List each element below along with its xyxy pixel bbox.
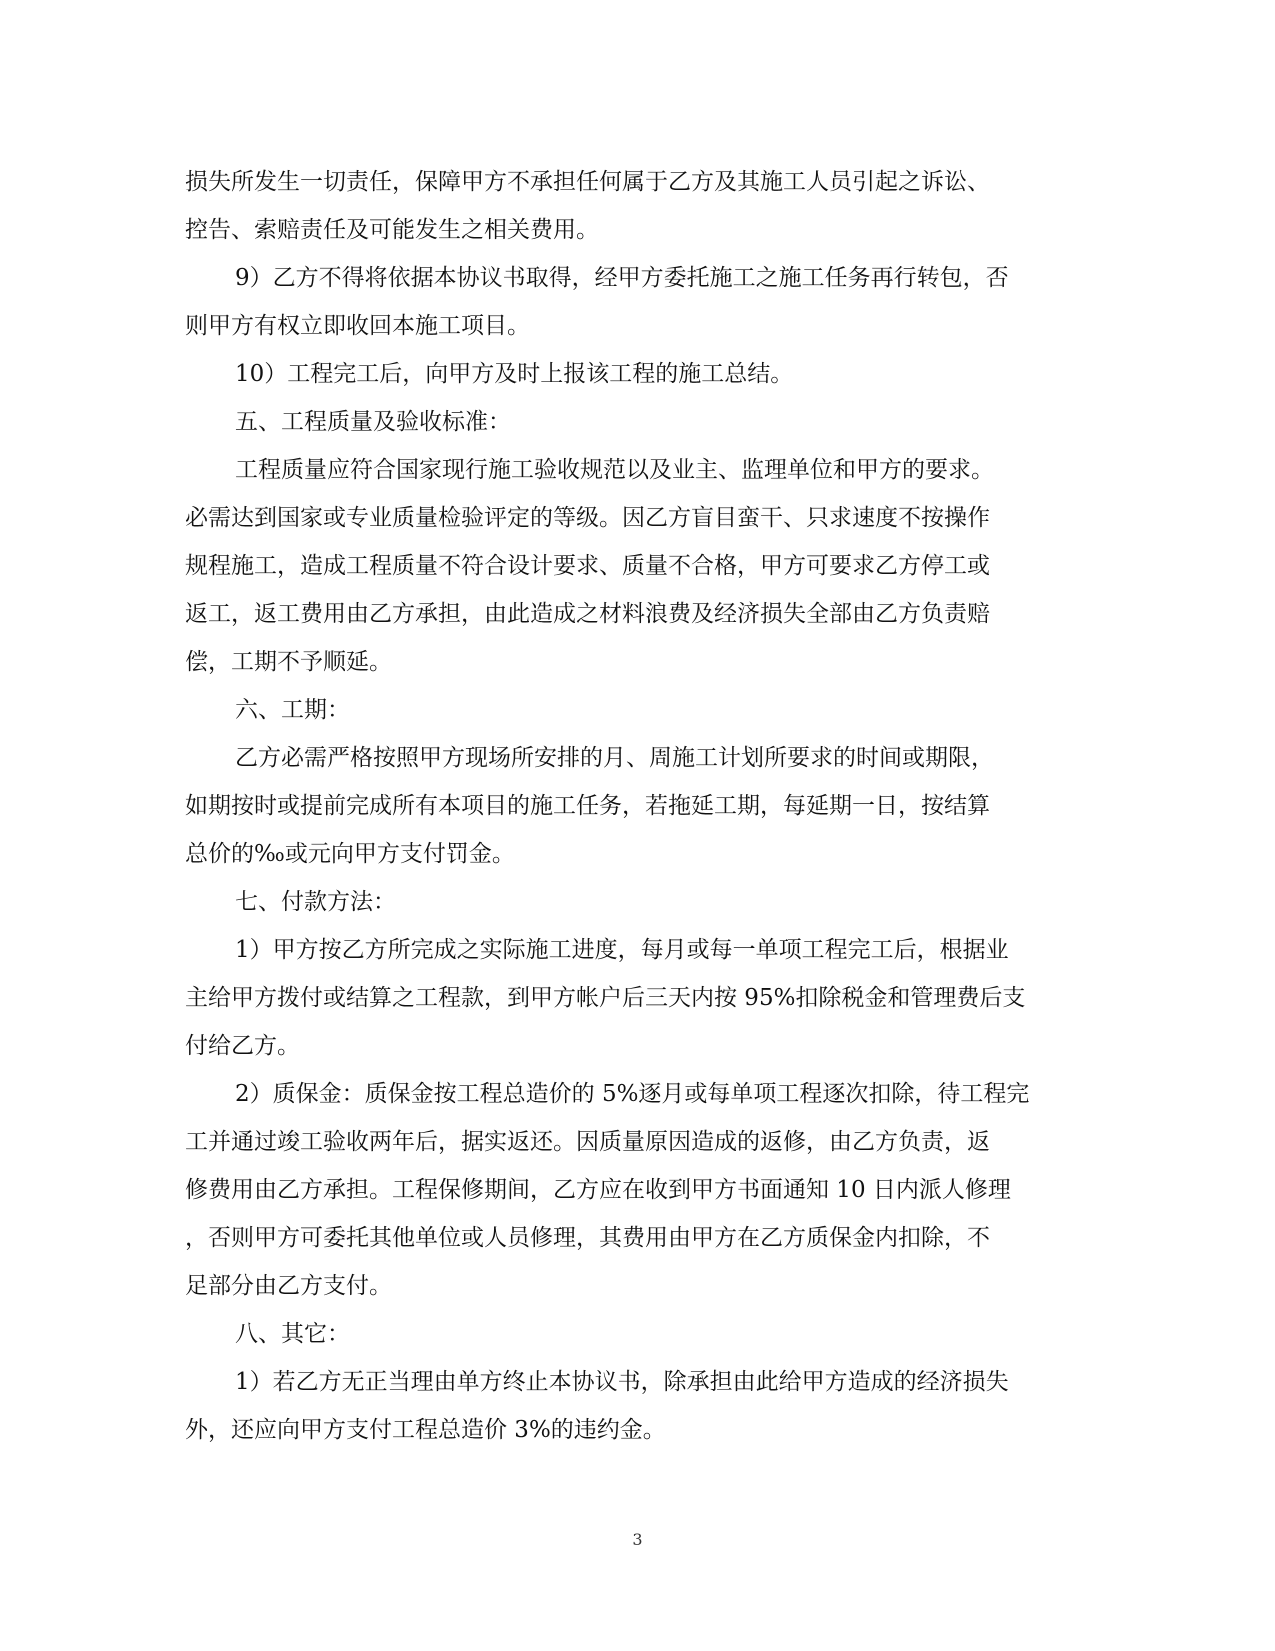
- text-line: 规程施工，造成工程质量不符合设计要求、质量不合格，甲方可要求乙方停工或: [185, 553, 990, 579]
- text-line: 如期按时或提前完成所有本项目的施工任务，若拖延工期，每延期一日，按结算: [185, 793, 990, 819]
- section-heading: 六、工期：: [235, 697, 350, 723]
- text-line: 修费用由乙方承担。工程保修期间，乙方应在收到甲方书面通知 10 日内派人修理: [185, 1177, 1011, 1203]
- text-line: 偿，工期不予顺延。: [185, 649, 392, 675]
- section-heading: 五、工程质量及验收标准：: [235, 409, 511, 435]
- text-line: 必需达到国家或专业质量检验评定的等级。因乙方盲目蛮干、只求速度不按操作: [185, 505, 990, 531]
- document-body: [185, 158, 1085, 1454]
- text-line: ，否则甲方可委托其他单位或人员修理，其费用由甲方在乙方质保金内扣除，不: [185, 1225, 990, 1251]
- text-line: 则甲方有权立即收回本施工项目。: [185, 313, 530, 339]
- text-line: 外，还应向甲方支付工程总造价 3%的违约金。: [185, 1417, 666, 1443]
- text-line: 工并通过竣工验收两年后，据实返还。因质量原因造成的返修，由乙方负责，返: [185, 1129, 990, 1155]
- text-line: 1）甲方按乙方所完成之实际施工进度，每月或每一单项工程完工后，根据业: [235, 937, 1009, 963]
- text-line: 乙方必需严格按照甲方现场所安排的月、周施工计划所要求的时间或期限，: [235, 745, 994, 771]
- text-line: 工程质量应符合国家现行施工验收规范以及业主、监理单位和甲方的要求。: [235, 457, 994, 483]
- text-line: 主给甲方拨付或结算之工程款，到甲方帐户后三天内按 95%扣除税金和管理费后支: [185, 985, 1026, 1011]
- text-line: 返工，返工费用由乙方承担，由此造成之材料浪费及经济损失全部由乙方负责赔: [185, 601, 990, 627]
- section-heading: 八、其它：: [235, 1321, 350, 1347]
- text-line: 足部分由乙方支付。: [185, 1273, 392, 1299]
- text-line: 损失所发生一切责任，保障甲方不承担任何属于乙方及其施工人员引起之诉讼、: [185, 169, 990, 195]
- text-line: 1）若乙方无正当理由单方终止本协议书，除承担由此给甲方造成的经济损失: [235, 1369, 1009, 1395]
- text-line: 总价的‰或元向甲方支付罚金。: [185, 841, 515, 867]
- text-line: 10）工程完工后，向甲方及时上报该工程的施工总结。: [235, 361, 794, 387]
- text-line: 控告、索赔责任及可能发生之相关费用。: [185, 217, 599, 243]
- page-number: 3: [632, 1530, 643, 1549]
- text-line: 付给乙方。: [185, 1033, 300, 1059]
- text-line: 9）乙方不得将依据本协议书取得，经甲方委托施工之施工任务再行转包，否: [235, 265, 1009, 291]
- section-heading: 七、付款方法：: [235, 889, 396, 915]
- text-line: 2）质保金：质保金按工程总造价的 5%逐月或每单项工程逐次扣除，待工程完: [235, 1081, 1030, 1107]
